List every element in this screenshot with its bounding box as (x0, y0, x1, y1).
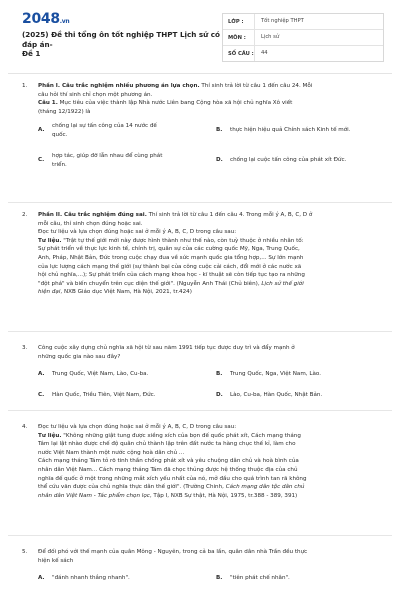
answer-options (38, 116, 382, 178)
question-divider (8, 410, 392, 411)
info-row-subject: MÔN : Lịch sử (223, 30, 383, 46)
question-number: 5. (22, 549, 28, 555)
option-c[interactable]: C. Hàn Quốc, Triều Tiên, Việt Nam, Đức. (38, 392, 156, 399)
site-logo[interactable]: 2048.vn (22, 11, 70, 27)
question-text: Để đối phó với thế mạnh của quân Mông - Nguyên, trong cả ba lần, quân dân nhà Trần đều thực hiện kế sách (38, 549, 308, 564)
answer-options (38, 565, 382, 585)
question-text: Công cuộc xây dựng chủ nghĩa xã hội từ sau năm 1991 tiếp tục được duy trì và đẩy mạnh ở những quốc gia nào sau đây? (38, 345, 295, 360)
option-a[interactable]: A. chống lại sự tấn công của 14 nước đế quốc. (38, 123, 157, 138)
header-divider (8, 73, 392, 74)
question-divider (8, 535, 392, 536)
exam-info-box (222, 13, 384, 62)
question-2 (22, 211, 382, 297)
question-divider (8, 202, 392, 203)
question-number: 1. (22, 83, 28, 89)
question-text: Phần I. Câu trắc nghiệm nhiều phương án lựa chọn. Thí sinh trả lời từ câu 1 đến câu 24. Mỗi câu hỏi thí sinh chỉ chọn một phương án. Câu 1. Mục tiêu của việc thành lập Nhà nước Liên bang Cộng hòa xã hội chủ nghĩa Xô viết (tháng 12/1922) là (38, 83, 313, 115)
option-c[interactable]: C. hợp tác, giúp đỡ lẫn nhau để cùng phát triển. (38, 153, 163, 168)
question-4 (22, 423, 382, 500)
option-d[interactable]: D. Lào, Cu-ba, Hàn Quốc, Nhật Bản. (216, 392, 323, 399)
option-d[interactable]: D. chống lại cuộc tấn công của phát xít Đức. (216, 157, 347, 164)
question-number: 3. (22, 345, 28, 351)
option-a[interactable]: A. "đánh nhanh thắng nhanh". (38, 575, 130, 582)
info-row-class: LỚP : Tốt nghiệp THPT (223, 14, 383, 30)
option-b[interactable]: B. thực hiện hiệu quả Chính sách Kinh tế mới. (216, 127, 351, 134)
question-1 (22, 82, 382, 178)
option-b[interactable]: B. Trung Quốc, Nga, Việt Nam, Lào. (216, 371, 321, 378)
answer-options (38, 361, 382, 401)
question-text: Đọc tư liệu và lựa chọn đúng hoặc sai ở mỗi ý A, B, C, D trong câu sau: Tư liệu. "Không những giật tung được xiềng xích của bọn đế quốc phát xít, Cách mạng tháng Tám lại lật nhào được chế độ quân chủ thành lập trên đất nước ta hàng chục thế kỉ, làm cho nước Việt Nam thành một nước cộng hoà dân chủ ... Cách mạng tháng Tám tỏ rõ tinh thần chống phát xít và yêu chuộng dân chủ và hoà bình của nhân dân Việt Nam... Cách mạng tháng Tám đã chọc thủng được hệ thống thuộc địa của chủ nghĩa đế quốc ở một trong những mắt xích yếu nhất của nó, mở đầu cho quá trình tan rã không thể cứu vãn được của chủ nghĩa thực dân thế giới". (Trường Chinh, Cách mạng dân tộc dân chủ nhân dân Việt Nam - Tác phẩm chọn lọc, Tập I, NXB Sự thật, Hà Nội, 1975, tr.388 - 389, 391) (38, 424, 307, 499)
option-b[interactable]: B. "tiên phát chế nhân". (216, 575, 290, 582)
question-3 (22, 344, 382, 401)
question-divider (8, 331, 392, 332)
page-title: (2025) Đề thi tổng ôn tốt nghiệp THPT Lịch sử có đáp án- Đề 1 (22, 30, 220, 58)
question-5 (22, 548, 382, 585)
info-row-question-count: SỐ CÂU : 44 (223, 46, 383, 61)
question-number: 2. (22, 212, 28, 218)
question-text: Phần II. Câu trắc nghiệm đúng sai. Thí sinh trả lời từ câu 1 đến câu 4. Trong mỗi ý A, B, C, D ở mỗi câu, thí sinh chọn đúng hoặc sai. Đọc tư liệu và lựa chọn đúng hoặc sai ở mỗi ý A, B, C, D trong câu sau: Tư liệu. "Trật tự thế giới mới này được hình thành như thế nào, còn tuỳ thuộc ở nhiều nhân tố: Sự phát triển về thực lực kinh tế, chính trị, quân sự của các cường quốc Mỹ, Nga, Trung Quốc, Anh, Pháp, Nhật Bản, Đức trong cuộc chạy đua về sức mạnh quốc gia tổng hợp,... Sự lớn mạnh của lực lượng cách mạng thế giới (sự thành bại của công cuộc cải cách, đổi mới ở các nước xã hội chủ nghĩa,...); Sự phát triển của cách mạng khoa học - kĩ thuật sẽ còn tiếp tục tạo ra những "đột phá" và biến chuyển trên cục diện thế giới". (Nguyễn Anh Thái (Chủ biên), Lịch sử thế giới hiện đại, NXB Giáo dục Việt Nam, Hà Nội, 2021, tr.424) (38, 212, 313, 296)
question-number: 4. (22, 424, 28, 430)
option-a[interactable]: A. Trung Quốc, Việt Nam, Lào, Cu-ba. (38, 371, 149, 378)
